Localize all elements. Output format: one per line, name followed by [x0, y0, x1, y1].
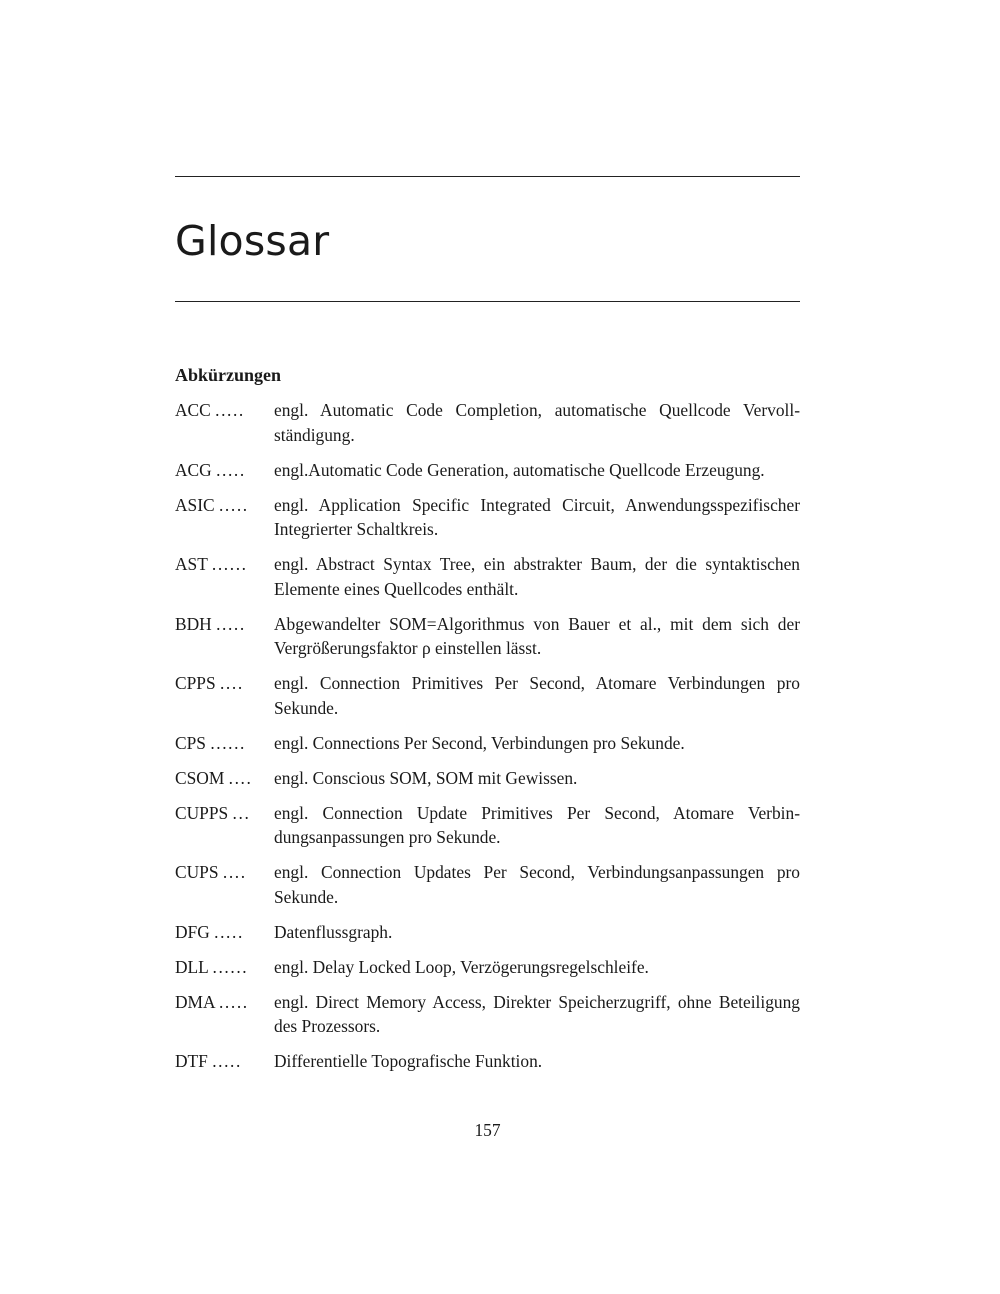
- glossary-term: [175, 990, 274, 1039]
- document-page: [175, 0, 800, 1294]
- glossary-leader-dots: .....: [214, 921, 244, 942]
- glossary-term: [175, 458, 274, 483]
- glossary-term: [175, 493, 274, 542]
- glossary-term-label: BDH: [175, 613, 212, 634]
- glossary-entry: [175, 990, 800, 1039]
- glossary-term-label: CUPS: [175, 862, 219, 882]
- glossary-term-label: DFG: [175, 921, 210, 942]
- glossary-leader-dots: .....: [212, 1051, 242, 1071]
- glossary-term-label: ACG: [175, 459, 212, 480]
- glossary-definition: engl.Automatic Code Generation, automatische Quellcode Erzeugung.: [274, 459, 765, 480]
- glossary-definition: Differentielle Topografische Funktion.: [274, 1051, 543, 1071]
- glossary-entry: [175, 671, 800, 720]
- glossary-definition: Abgewandelter SOM=Algorithmus von Bauer et al., mit dem sich der Vergrößerungsfaktor ρ einstellen lässt.: [274, 613, 800, 658]
- glossary-leader-dots: ......: [212, 956, 249, 977]
- glossary-leader-dots: ....: [219, 673, 244, 693]
- glossary-definition: engl. Automatic Code Completion, automatische Quellcode Vervollständigung.: [274, 400, 800, 445]
- glossary-entry: [175, 612, 800, 661]
- glossary-term: [175, 731, 274, 756]
- glossary-term: [175, 766, 274, 791]
- section-heading: Abkürzungen: [175, 365, 282, 385]
- glossary-leader-dots: ....: [222, 862, 247, 882]
- glossary-term: [175, 801, 274, 850]
- glossary-term-label: CPPS: [175, 673, 216, 693]
- page-number: 157: [474, 1120, 501, 1140]
- glossary-term-label: ASIC: [175, 494, 215, 515]
- glossary-term: [175, 920, 274, 945]
- glossary-term-label: AST: [175, 554, 208, 574]
- glossary-entry: [175, 552, 800, 601]
- glossary-definition: Datenflussgraph.: [274, 921, 393, 942]
- glossary-definition: engl. Delay Locked Loop, Verzögerungsregelschleife.: [274, 956, 649, 977]
- glossary-definition: engl. Direct Memory Access, Direkter Speicherzugriff, ohne Beteiligung des Prozessors.: [274, 991, 800, 1036]
- glossary-leader-dots: .....: [216, 613, 246, 634]
- glossary-term: [175, 1049, 274, 1074]
- glossary-term-label: CPS: [175, 732, 206, 753]
- glossary-definition: engl. Connection Updates Per Second, Verbindungsanpassungen pro Sekunde.: [274, 862, 800, 907]
- glossary-entry: [175, 1049, 800, 1074]
- glossary-term-label: DMA: [175, 991, 215, 1012]
- chapter-bottom-rule: [175, 301, 800, 302]
- glossary-definition: engl. Connection Update Primitives Per Second, Atomare Verbindungsanpassungen pro Sekunde.: [274, 802, 800, 847]
- glossary-leader-dots: ....: [228, 767, 253, 788]
- glossary-leader-dots: .....: [215, 400, 245, 420]
- glossary-definition: engl. Abstract Syntax Tree, ein abstrakter Baum, der die syntaktischen Elemente eines Quellcodes enthält.: [274, 554, 800, 599]
- glossary-term: [175, 671, 274, 720]
- glossary-term: [175, 612, 274, 661]
- glossary-definition: engl. Application Specific Integrated Circuit, Anwendungsspezifischer Integrierter Schaltkreis.: [274, 494, 800, 539]
- glossary-entry: [175, 860, 800, 909]
- glossary-leader-dots: .....: [218, 991, 249, 1012]
- glossary-term: [175, 955, 274, 980]
- glossary-term: [175, 552, 274, 601]
- glossary-term: [175, 860, 274, 909]
- glossary-definition: engl. Conscious SOM, SOM mit Gewissen.: [274, 767, 578, 788]
- glossary-leader-dots: .....: [218, 494, 249, 515]
- glossary-entry: [175, 766, 800, 791]
- glossary-term-label: DLL: [175, 956, 209, 977]
- glossary-entry: [175, 801, 800, 850]
- glossary-term-label: ACC: [175, 400, 211, 420]
- glossary-term-label: CUPPS: [175, 802, 229, 823]
- glossary-term: [175, 398, 274, 447]
- glossary-entry: [175, 458, 800, 483]
- glossary-entry: [175, 731, 800, 756]
- glossary-entry: [175, 398, 800, 447]
- glossary-definition: engl. Connections Per Second, Verbindungen pro Sekunde.: [274, 732, 685, 753]
- glossary-leader-dots: ...: [232, 802, 251, 823]
- glossary-list: [175, 398, 800, 1084]
- chapter-title: Glossar: [175, 217, 330, 265]
- glossary-leader-dots: ......: [211, 554, 248, 574]
- glossary-entry: [175, 493, 800, 542]
- glossary-entry: [175, 955, 800, 980]
- glossary-definition: engl. Connection Primitives Per Second, Atomare Verbindungen pro Sekunde.: [274, 673, 800, 718]
- glossary-leader-dots: ......: [210, 732, 246, 753]
- chapter-top-rule: [175, 176, 800, 177]
- glossary-term-label: DTF: [175, 1051, 208, 1071]
- glossary-leader-dots: .....: [216, 459, 246, 480]
- glossary-term-label: CSOM: [175, 767, 225, 788]
- glossary-entry: [175, 920, 800, 945]
